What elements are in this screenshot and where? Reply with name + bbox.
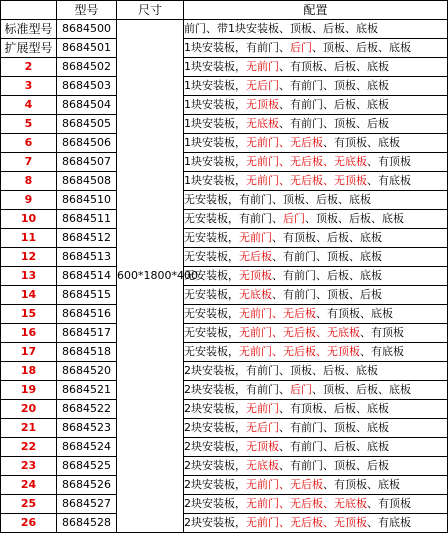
config-text: 、有底板 — [367, 516, 411, 529]
row-seq: 26 — [1, 514, 57, 533]
config-highlight: 无后板 — [239, 250, 272, 263]
table-row — [1, 419, 448, 438]
config-text: 、有底板 — [367, 174, 411, 187]
row-model: 8684515 — [57, 286, 117, 305]
table-row — [1, 229, 448, 248]
config-text: 、有顶板、后板、底板 — [279, 60, 389, 73]
row-config — [184, 153, 448, 172]
row-config — [184, 134, 448, 153]
row-model: 8684505 — [57, 115, 117, 134]
row-config — [184, 457, 448, 476]
row-seq: 2 — [1, 58, 57, 77]
table-row — [1, 58, 448, 77]
header-model: 型号 — [57, 1, 117, 20]
row-model: 8684507 — [57, 153, 117, 172]
config-text: 、有底板 — [360, 345, 404, 358]
row-model: 8684513 — [57, 248, 117, 267]
config-text: 1块安装板， — [184, 98, 246, 111]
row-model: 8684506 — [57, 134, 117, 153]
config-text: 、有顶板 — [367, 497, 411, 510]
row-seq: 9 — [1, 191, 57, 210]
config-text: 、有前门、顶板、底板 — [272, 250, 382, 263]
header-row — [1, 1, 448, 20]
row-seq: 16 — [1, 324, 57, 343]
config-highlight: 后门 — [290, 41, 312, 54]
config-highlight: 无前门 — [246, 402, 279, 415]
table-row — [1, 381, 448, 400]
row-model: 8684503 — [57, 77, 117, 96]
config-text: 、有前门、后板、底板 — [272, 269, 382, 282]
row-config — [184, 438, 448, 457]
row-config — [184, 96, 448, 115]
config-highlight: 无前门、无后板、无底板 — [239, 326, 360, 339]
config-text: 无安装板，有前门、 — [184, 212, 283, 225]
config-text: 、有顶板、底板 — [316, 307, 393, 320]
row-model: 8684527 — [57, 495, 117, 514]
table-row — [1, 20, 448, 39]
config-text: 2块安装板，有前门、顶板、后板、底板 — [184, 364, 378, 377]
table-row — [1, 77, 448, 96]
row-model: 8684522 — [57, 400, 117, 419]
row-model: 8684500 — [57, 20, 117, 39]
config-text: 、有顶板、底板 — [323, 478, 400, 491]
row-model: 8684510 — [57, 191, 117, 210]
config-highlight: 无前门、无后板、无顶板 — [246, 174, 367, 187]
row-seq: 6 — [1, 134, 57, 153]
row-config — [184, 343, 448, 362]
row-seq: 10 — [1, 210, 57, 229]
table-row — [1, 153, 448, 172]
config-text: 无安装板， — [184, 345, 239, 358]
config-highlight: 无底板 — [246, 117, 279, 130]
config-text: 、有顶板、后板、底板 — [272, 231, 382, 244]
config-highlight: 无前门、无后板 — [246, 478, 323, 491]
row-config — [184, 191, 448, 210]
config-text: 2块安装板， — [184, 516, 246, 529]
row-model: 8684508 — [57, 172, 117, 191]
config-text: 无安装板，有前门、顶板、后板、底板 — [184, 193, 371, 206]
config-text: 、有顶板 — [360, 326, 404, 339]
row-config — [184, 514, 448, 533]
row-config — [184, 248, 448, 267]
row-seq: 18 — [1, 362, 57, 381]
row-model: 8684523 — [57, 419, 117, 438]
row-config — [184, 172, 448, 191]
row-seq: 13 — [1, 267, 57, 286]
config-highlight: 无顶板 — [246, 98, 279, 111]
config-text: 、顶板、后板、底板 — [312, 383, 411, 396]
config-text: 、有前门、后板、底板 — [279, 98, 389, 111]
config-text: 、有前门、顶板、底板 — [279, 79, 389, 92]
row-config — [184, 267, 448, 286]
table-row — [1, 457, 448, 476]
row-seq: 17 — [1, 343, 57, 362]
config-text: 无安装板， — [184, 326, 239, 339]
row-config — [184, 419, 448, 438]
table-row — [1, 438, 448, 457]
config-highlight: 后门 — [290, 383, 312, 396]
size-cell: 600*1800*400 — [117, 20, 184, 533]
config-text: 1块安装板， — [184, 79, 246, 92]
row-seq: 23 — [1, 457, 57, 476]
row-model: 8684525 — [57, 457, 117, 476]
row-model: 8684516 — [57, 305, 117, 324]
row-config — [184, 400, 448, 419]
row-config — [184, 39, 448, 58]
config-text: 2块安装板， — [184, 459, 246, 472]
config-highlight: 无前门 — [239, 231, 272, 244]
table-row — [1, 248, 448, 267]
config-text: 、有顶板、后板、底板 — [279, 402, 389, 415]
config-highlight: 无前门、无后板、无底板 — [246, 497, 367, 510]
table-row — [1, 172, 448, 191]
config-text: 、有前门、后板、底板 — [279, 440, 389, 453]
row-seq: 14 — [1, 286, 57, 305]
table-body — [1, 20, 448, 533]
row-seq: 5 — [1, 115, 57, 134]
config-highlight: 无后门 — [246, 79, 279, 92]
config-highlight: 无前门、无后板、无底板 — [246, 155, 367, 168]
row-seq: 20 — [1, 400, 57, 419]
row-model: 8684514 — [57, 267, 117, 286]
row-model: 8684526 — [57, 476, 117, 495]
config-text: 、顶板、后板、底板 — [312, 41, 411, 54]
table-row — [1, 495, 448, 514]
table-header — [1, 1, 448, 20]
row-config — [184, 229, 448, 248]
config-text: 1块安装板， — [184, 136, 246, 149]
row-model: 8684504 — [57, 96, 117, 115]
row-config — [184, 286, 448, 305]
row-config — [184, 20, 448, 39]
row-config — [184, 362, 448, 381]
table-row — [1, 343, 448, 362]
table-row — [1, 400, 448, 419]
row-seq: 22 — [1, 438, 57, 457]
row-model: 8684518 — [57, 343, 117, 362]
row-seq: 15 — [1, 305, 57, 324]
table-row — [1, 39, 448, 58]
row-config — [184, 305, 448, 324]
row-config — [184, 495, 448, 514]
config-text: 无安装板， — [184, 307, 239, 320]
row-seq: 11 — [1, 229, 57, 248]
row-seq: 25 — [1, 495, 57, 514]
config-text: 无安装板， — [184, 288, 239, 301]
row-model: 8684502 — [57, 58, 117, 77]
header-seq — [1, 1, 57, 20]
row-seq: 12 — [1, 248, 57, 267]
row-config — [184, 210, 448, 229]
row-config — [184, 115, 448, 134]
row-config — [184, 381, 448, 400]
table-row — [1, 115, 448, 134]
config-text: 、有前门、顶板、底板 — [279, 421, 389, 434]
row-model: 8684517 — [57, 324, 117, 343]
config-text: 1块安装板，有前门、 — [184, 41, 290, 54]
config-highlight: 无前门、无后板、无顶板 — [246, 516, 367, 529]
config-highlight: 无底板 — [239, 288, 272, 301]
row-model: 8684511 — [57, 210, 117, 229]
row-config — [184, 476, 448, 495]
config-text: 、顶板、后板、底板 — [305, 212, 404, 225]
config-text: 、有前门、顶板、后板 — [272, 288, 382, 301]
config-highlight: 后门 — [283, 212, 305, 225]
row-seq: 21 — [1, 419, 57, 438]
config-highlight: 无前门、无后板、无顶板 — [239, 345, 360, 358]
config-text: 前门、带1块安装板、顶板、后板、底板 — [184, 22, 378, 35]
config-text: 1块安装板， — [184, 155, 246, 168]
row-seq: 4 — [1, 96, 57, 115]
config-text: 无安装板， — [184, 231, 239, 244]
table-row — [1, 134, 448, 153]
table-row — [1, 267, 448, 286]
row-model: 8684520 — [57, 362, 117, 381]
row-seq: 7 — [1, 153, 57, 172]
config-highlight: 无顶板 — [246, 440, 279, 453]
config-text: 2块安装板， — [184, 402, 246, 415]
row-seq: 8 — [1, 172, 57, 191]
table-row — [1, 514, 448, 533]
row-seq: 19 — [1, 381, 57, 400]
table-row — [1, 324, 448, 343]
config-highlight: 无前门 — [246, 60, 279, 73]
header-config: 配置 — [184, 1, 448, 20]
config-text: 2块安装板， — [184, 440, 246, 453]
config-text: 2块安装板， — [184, 497, 246, 510]
header-size: 尺寸 — [117, 1, 184, 20]
table-row — [1, 286, 448, 305]
config-highlight: 无前门、无后板 — [239, 307, 316, 320]
row-seq: 扩展型号 — [1, 39, 57, 58]
row-model: 8684512 — [57, 229, 117, 248]
table-row — [1, 191, 448, 210]
row-seq: 3 — [1, 77, 57, 96]
config-text: 、有顶板、底板 — [323, 136, 400, 149]
config-text: 1块安装板， — [184, 174, 246, 187]
row-config — [184, 77, 448, 96]
config-text: 、有顶板 — [367, 155, 411, 168]
config-text: 2块安装板， — [184, 421, 246, 434]
config-text: 1块安装板， — [184, 117, 246, 130]
config-text: 2块安装板， — [184, 478, 246, 491]
row-model: 8684501 — [57, 39, 117, 58]
row-config — [184, 324, 448, 343]
config-text: 2块安装板，有前门、 — [184, 383, 290, 396]
config-text: 、有前门、顶板、后板 — [279, 117, 389, 130]
config-highlight: 无后门 — [246, 421, 279, 434]
table-row — [1, 305, 448, 324]
row-config — [184, 58, 448, 77]
config-text: 无安装板， — [184, 250, 239, 263]
config-highlight: 无前门、无后板 — [246, 136, 323, 149]
row-model: 8684521 — [57, 381, 117, 400]
row-model: 8684528 — [57, 514, 117, 533]
config-text: 无安装板， — [184, 269, 239, 282]
table-row — [1, 96, 448, 115]
config-highlight: 无顶板 — [239, 269, 272, 282]
row-model: 8684524 — [57, 438, 117, 457]
config-text: 、有前门、顶板、后板 — [279, 459, 389, 472]
row-seq: 标准型号 — [1, 20, 57, 39]
row-seq: 24 — [1, 476, 57, 495]
table-row — [1, 210, 448, 229]
config-highlight: 无底板 — [246, 459, 279, 472]
table-row — [1, 476, 448, 495]
table-row — [1, 362, 448, 381]
config-text: 1块安装板， — [184, 60, 246, 73]
